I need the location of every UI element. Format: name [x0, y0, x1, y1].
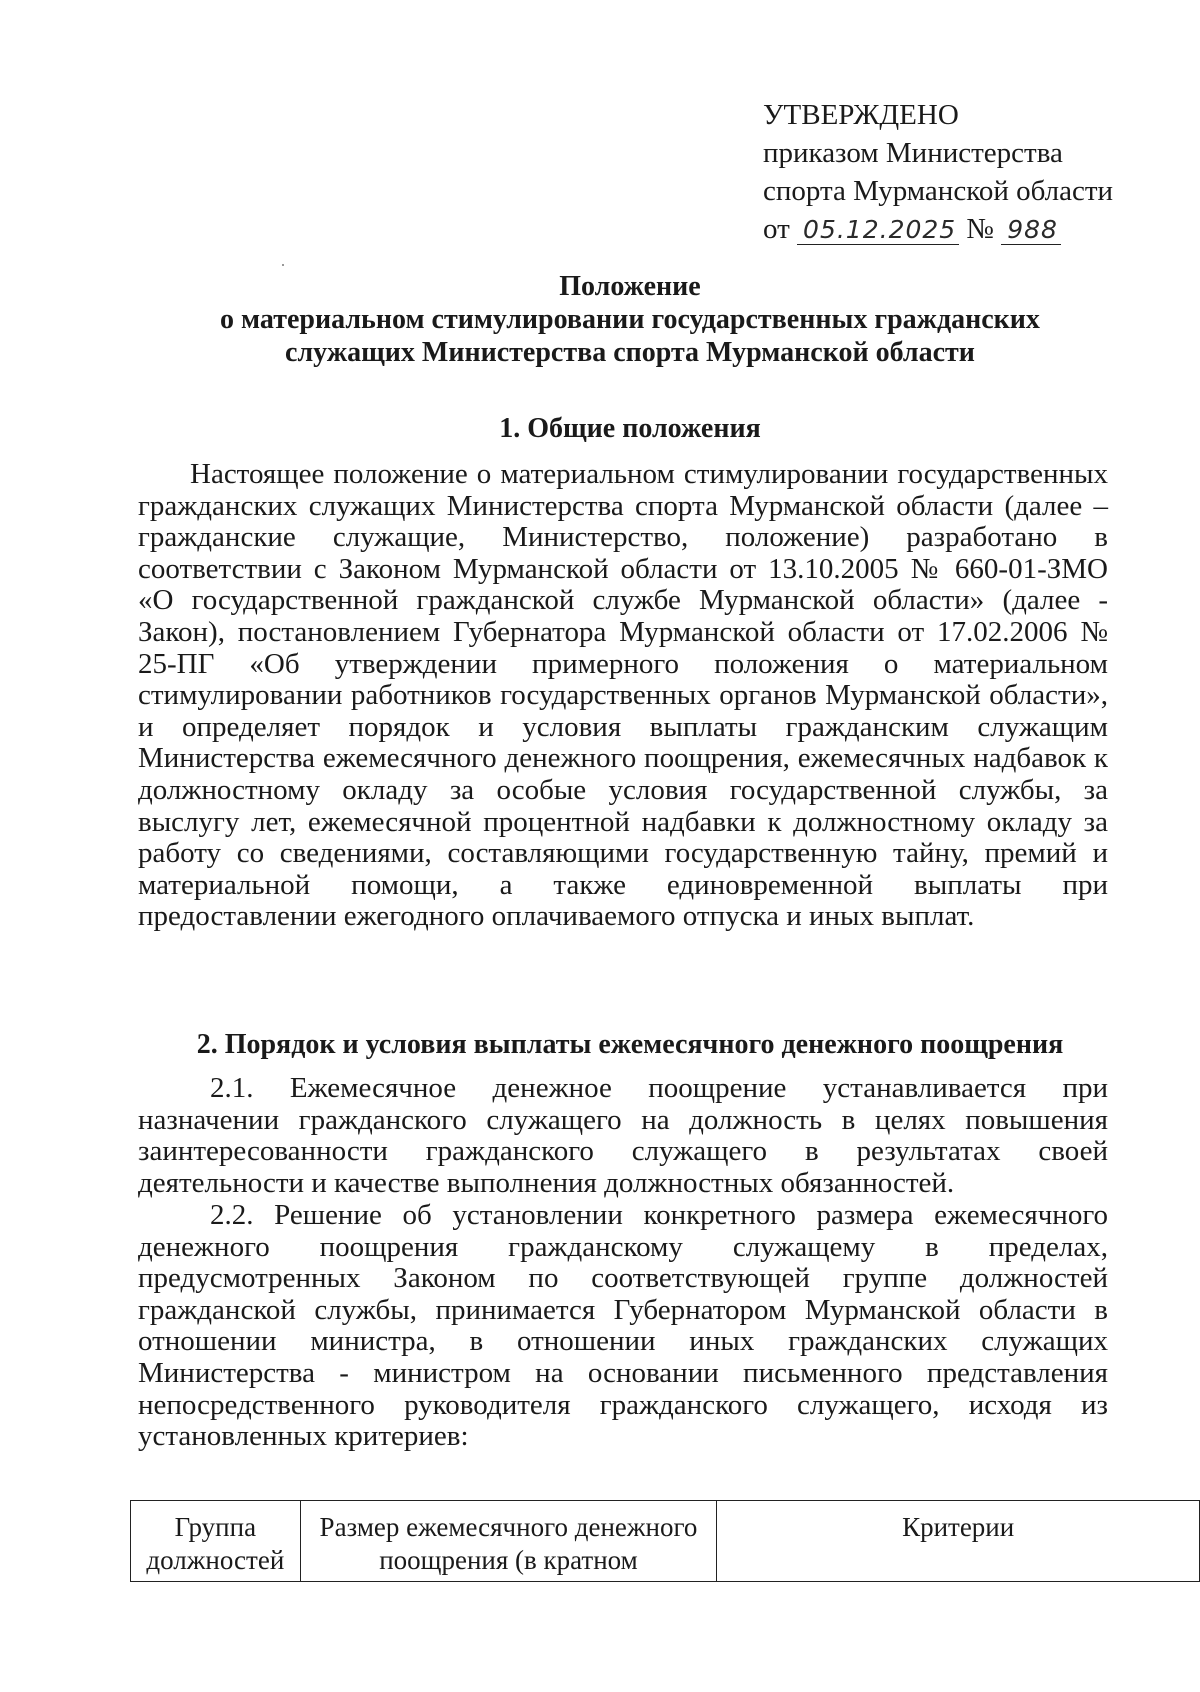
- scan-speck: [282, 264, 284, 266]
- header-criteria: Критерии: [717, 1501, 1200, 1582]
- approval-title: УТВЕРЖДЕНО: [763, 99, 959, 131]
- handwritten-number: 988: [1001, 216, 1061, 245]
- header-position-group: Группа должностей: [131, 1501, 301, 1582]
- approval-number-label: №: [966, 213, 994, 245]
- title-line-1: Положение: [559, 271, 701, 302]
- approval-date-number-line: [763, 210, 1143, 248]
- title-line-3: служащих Министерства спорта Мурманской области: [285, 337, 975, 368]
- document-title: [130, 270, 1130, 369]
- approval-from-label: от: [763, 213, 790, 245]
- section-2-heading: 2. Порядок и условия выплаты ежемесячного денежного поощрения: [196, 1029, 1064, 1060]
- section-1-paragraph: Настоящее положение о материальном стимулировании государственных гражданских служащих Министерства спорта Мурманской области (далее – гражданские служащие, Министерство, положение) разработано в соответствии с Законом Мурманской области от 13.10.2005 № 660-01-ЗМО «О государственной гражданской службе Мурманской области» (далее - Закон), постановлением Губернатора Мурманской области от 17.02.2006 № 25-ПГ «Об утверждении примерного положения о материальном стимулировании работников государственных органов Мурманской области», и определяет порядок и условия выплаты гражданским служащим Министерства ежемесячного денежного поощрения, ежемесячных надбавок к должностному окладу за особые условия государственной службы, за выслугу лет, ежемесячной процентной надбавки к должностному окладу за работу со сведениями, составляющими государственную тайну, премий и материальной помощи, а также единовременной выплаты при предоставлении ежегодного оплачиваемого отпуска и иных выплат.: [138, 458, 1108, 933]
- table-header-row: [131, 1501, 1200, 1582]
- title-line-2: о материальном стимулировании государственных гражданских: [220, 304, 1040, 335]
- approval-block: [763, 96, 1143, 248]
- criteria-table: [130, 1500, 1200, 1582]
- section-2-paragraph-2: 2.2. Решение об установлении конкретного размера ежемесячного денежного поощрения гражданскому служащему в пределах, предусмотренных Законом по соответствующей группе должностей гражданской службы, принимается Губернатором Мурманской области в отношении министра, в отношении иных гражданских служащих Министерства - министром на основании письменного представления непосредственного руководителя гражданского служащего, исходя из установленных критериев:: [138, 1199, 1108, 1453]
- section-1-heading: 1. Общие положения: [499, 413, 761, 444]
- section-2-paragraph-1: 2.1. Ежемесячное денежное поощрение устанавливается при назначении гражданского служащего на должность в целях повышения заинтересованности гражданского служащего в результатах своей деятельности и качестве выполнения должностных обязанностей.: [138, 1072, 1108, 1199]
- header-bonus-size: Размер ежемесячного денежного поощрения (в кратном: [300, 1501, 717, 1582]
- handwritten-date: 05.12.2025: [797, 216, 959, 245]
- approval-order-line: приказом Министерства: [763, 137, 1063, 169]
- approval-ministry-line: спорта Мурманской области: [763, 175, 1114, 207]
